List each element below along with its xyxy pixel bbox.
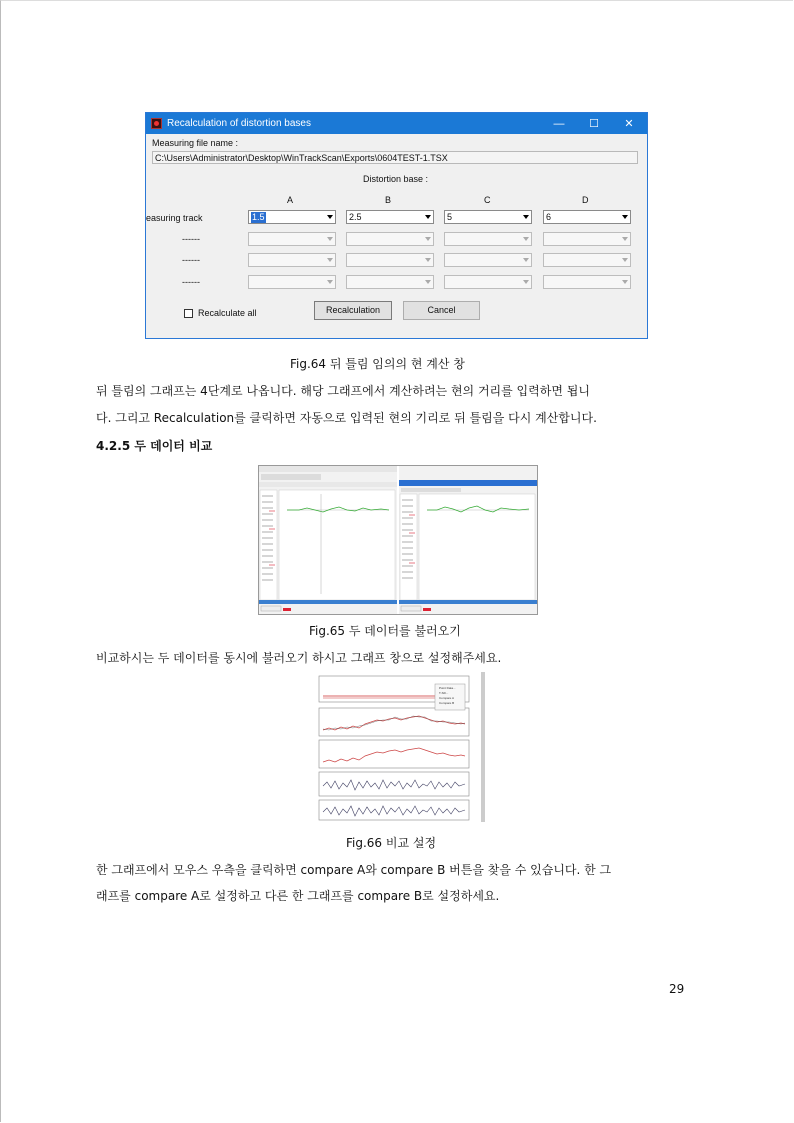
dropdown-arrow-icon[interactable]	[523, 258, 529, 262]
combo-a-track[interactable]	[248, 210, 336, 224]
row-label-2: ------	[182, 234, 200, 244]
combo-a-row4[interactable]	[248, 275, 336, 289]
recalculation-button[interactable]: Recalculation	[314, 301, 392, 320]
fig64-caption: Fig.64 뒤 틀림 임의의 현 계산 창	[290, 357, 465, 371]
distortion-base-label: Distortion base :	[363, 174, 429, 184]
column-header-b: B	[385, 195, 392, 205]
paragraph-1-line-2: 다. 그리고 Recalculation를 클릭하면 자동으로 입력된 현의 기리로 뒤 틀림을 다시 계산합니다.	[96, 411, 597, 425]
measuring-file-label: Measuring file name :	[152, 138, 239, 148]
dialog-title-bar[interactable]	[146, 113, 647, 134]
menu-item-t-sd[interactable]: T-SD...	[439, 691, 449, 695]
dropdown-arrow-icon[interactable]	[327, 215, 333, 219]
measuring-file-path: C:\Users\Administrator\Desktop\WinTrackScan\Exports\0604TEST-1.TSX	[152, 151, 638, 164]
dropdown-arrow-icon[interactable]	[622, 258, 628, 262]
combo-c-row2[interactable]	[444, 232, 532, 246]
menu-item-compare-b[interactable]: Compare B	[439, 701, 455, 705]
combo-d-row2[interactable]	[543, 232, 631, 246]
combo-value: 6	[546, 212, 552, 222]
dropdown-arrow-icon[interactable]	[523, 215, 529, 219]
combo-d-row4[interactable]	[543, 275, 631, 289]
row-label-4: ------	[182, 277, 200, 287]
combo-d-track[interactable]	[543, 210, 631, 224]
section-heading: 4.2.5 두 데이터 비교	[96, 439, 213, 453]
combo-b-track[interactable]	[346, 210, 434, 224]
row-label-measuring-track: easuring track	[146, 213, 203, 223]
dropdown-arrow-icon[interactable]	[327, 280, 333, 284]
paragraph-3-line-1: 한 그래프에서 모우스 우측을 클릭하면 compare A와 compare B 버튼을 찾을 수 있습니다. 한 그	[96, 863, 612, 877]
dialog-title: Recalculation of distortion bases	[167, 118, 311, 129]
recalculate-all-checkbox[interactable]	[184, 309, 193, 318]
combo-b-row4[interactable]	[346, 275, 434, 289]
combo-value: 2.5	[349, 212, 362, 222]
minimize-icon[interactable]: —	[553, 117, 565, 130]
close-icon[interactable]: ✕	[624, 118, 634, 130]
maximize-icon[interactable]: ☐	[589, 118, 599, 130]
dropdown-arrow-icon[interactable]	[425, 280, 431, 284]
combo-a-row3[interactable]	[248, 253, 336, 267]
column-header-c: C	[484, 195, 491, 205]
menu-item-compare-a[interactable]: Compare A	[439, 696, 455, 700]
combo-value: 1.5	[252, 212, 265, 222]
fig66-caption: Fig.66 비교 설정	[346, 836, 437, 850]
dropdown-arrow-icon[interactable]	[523, 280, 529, 284]
row-label-3: ------	[182, 255, 200, 265]
cancel-button[interactable]: Cancel	[403, 301, 480, 320]
combo-a-row2[interactable]	[248, 232, 336, 246]
context-menu[interactable]	[439, 686, 456, 706]
paragraph-1-line-1: 뒤 틀림의 그래프는 4단계로 나옵니다. 해당 그래프에서 계산하려는 현의 거리를 입력하면 됩니	[96, 384, 590, 398]
fig65-screenshot	[258, 465, 538, 615]
dropdown-arrow-icon[interactable]	[622, 215, 628, 219]
dropdown-arrow-icon[interactable]	[622, 280, 628, 284]
combo-value: 5	[447, 212, 453, 222]
dropdown-arrow-icon[interactable]	[327, 258, 333, 262]
combo-c-row4[interactable]	[444, 275, 532, 289]
two-data-windows-image	[259, 466, 537, 614]
fig65-caption: Fig.65 두 데이터를 불러오기	[309, 624, 461, 638]
column-header-d: D	[582, 195, 589, 205]
dropdown-arrow-icon[interactable]	[425, 258, 431, 262]
column-header-a: A	[287, 195, 294, 205]
app-icon	[151, 118, 162, 129]
paragraph-3-line-2: 래프를 compare A로 설정하고 다른 한 그래프를 compare B로 설정하세요.	[96, 889, 500, 903]
paragraph-2: 비교하시는 두 데이터를 동시에 불러오기 하시고 그래프 창으로 설정해주세요.	[96, 651, 502, 665]
dropdown-arrow-icon[interactable]	[425, 215, 431, 219]
menu-item-point-data[interactable]: Point Data...	[439, 686, 456, 690]
page-number: 29	[669, 982, 685, 996]
dropdown-arrow-icon[interactable]	[425, 237, 431, 241]
recalculate-all-label: Recalculate all	[198, 308, 257, 318]
combo-c-track[interactable]	[444, 210, 532, 224]
dropdown-arrow-icon[interactable]	[523, 237, 529, 241]
combo-d-row3[interactable]	[543, 253, 631, 267]
combo-b-row2[interactable]	[346, 232, 434, 246]
combo-b-row3[interactable]	[346, 253, 434, 267]
dropdown-arrow-icon[interactable]	[622, 237, 628, 241]
dropdown-arrow-icon[interactable]	[327, 237, 333, 241]
combo-c-row3[interactable]	[444, 253, 532, 267]
recalculation-dialog	[145, 112, 648, 339]
fig66-screenshot	[309, 672, 485, 822]
